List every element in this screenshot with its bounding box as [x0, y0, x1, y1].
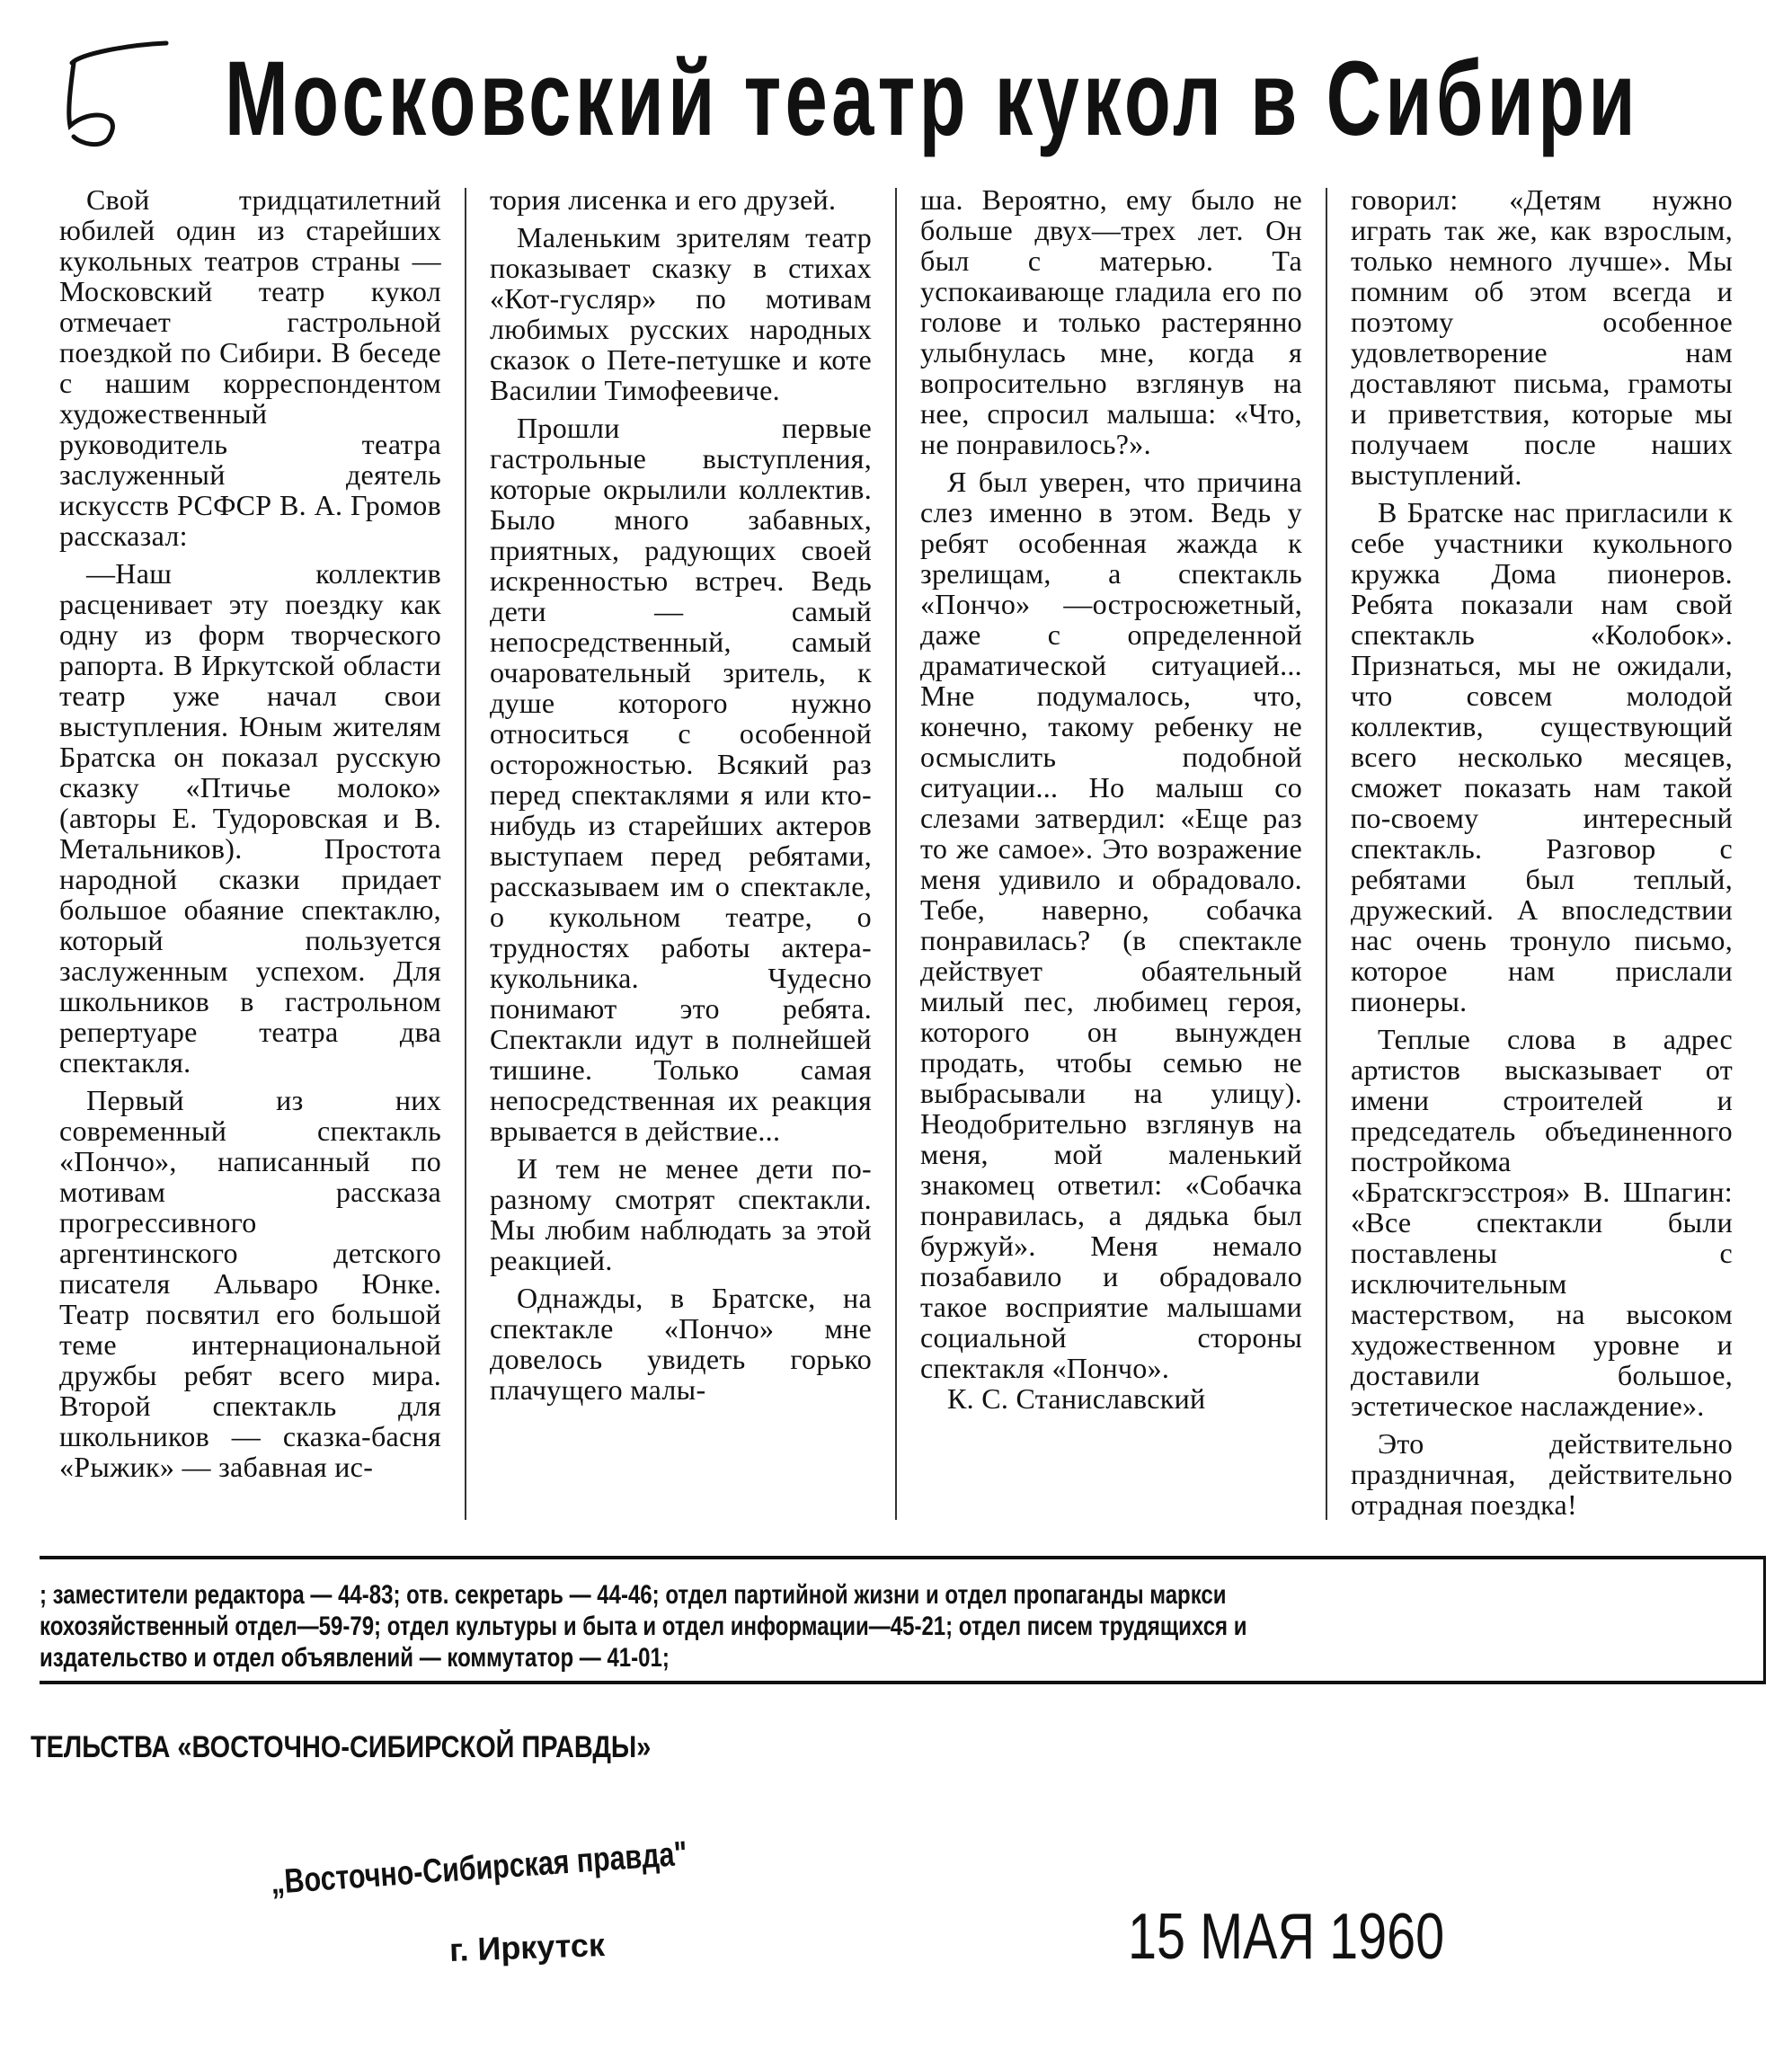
article-column-4 — [1351, 184, 1733, 1520]
article-column-3 — [920, 184, 1302, 1520]
paragraph: ша. Вероятно, ему было не больше двух—трех лет. Он был с матерью. Та успокаивающе гладила его по голове и только растерянно улыбнулась мне, когда я вопросительно взглянув на нее, спросил малыша: «Что, не понравилось?». — [920, 183, 1302, 460]
paragraph: В Братске нас пригласили к себе участники кукольного кружка Дома пионеров. Ребята показали нам свой спектакль «Колобок». Признаться, мы не ожидали, что совсем молодой коллектив, существующий всего несколько месяцев, сможет показать нам такой по-своему интересный спектакль. Разговор с ребятами был теплый, дружеский. А впоследствии нас очень тронуло письмо, которое нам прислали пионеры. — [1351, 496, 1733, 1017]
stamp-city: г. Иркутск — [448, 1925, 606, 1969]
paragraph: Свой тридцатилетний юбилей один из старейших кукольных театров страны — Московский театр кукол отмечает гастрольной поездкой по Сибири. В беседе с нашим корреспондентом художественный руководитель театра заслуженный деятель искусств РСФСР В. А. Громов рассказал: — [59, 183, 441, 552]
article-column-1 — [59, 184, 441, 1520]
column-divider — [1326, 188, 1327, 1520]
paragraph: тория лисенка и его друзей. — [490, 183, 837, 216]
paragraph: Это действительно праздничная, действительно отрадная поездка! — [1351, 1427, 1733, 1521]
column-divider — [895, 188, 897, 1520]
paragraph: Теплые слова в адрес артистов высказывает от имени строителей и председатель объединенного постройкома «Братскгэсстроя» В. Шпагин: «Все спектакли были поставлены с исключительным мастерством, на высоком художественном уровне и доставили большое, эстетическое наслаждение». — [1351, 1023, 1733, 1422]
paragraph: —Наш коллектив расценивает эту поездку как одну из форм творческого рапорта. В Иркутской области театр уже начал свои выступления. Юным жителям Братска он показал русскую сказку «Птичье молоко» (авторы Е. Тудоровская и В. Метальников). Простота народной сказки придает большое обаяние спектаклю, который пользуется заслуженным успехом. Для школьников в гастрольном репертуаре театра два спектакля. — [59, 557, 441, 1079]
stamp-area — [0, 1834, 1792, 2044]
paragraph: К. С. Станиславский — [947, 1382, 1206, 1415]
stamp-date: 15 МАЯ 1960 — [1128, 1901, 1445, 1973]
paragraph: Однажды, в Братске, на спектакле «Пончо» мне довелось увидеть горько плачущего малы- — [490, 1282, 872, 1406]
paragraph: Первый из них современный спектакль «Пончо», написанный по мотивам рассказа прогрессивного аргентинского детского писателя Альваро Юнке. Театр посвятил его большой теме интернациональной дружбы ребят всего мира. Второй спектакль для школьников — сказка-басня «Рыжик» — забавная ис- — [59, 1084, 441, 1483]
contacts-line: издательство и отдел объявлений — коммутатор — 41-01; — [40, 1643, 670, 1673]
paragraph: Прошли первые гастрольные выступления, которые окрылили коллектив. Было много забавных, приятных, радующих своей искренностью встреч. Ведь дети — самый непосредственный, самый очаровательный зритель, к душе которого нужно относиться с особенной осторожностью. Всякий раз перед спектаклями я или кто-нибудь из старейших актеров выступаем перед ребятами, рассказываем им о спектакле, о кукольном театре, о трудностях работы актера-кукольника. Чудесно понимают это ребята. Спектакли идут в полнейшей тишине. Только самая непосредственная их реакция врывается в действие... — [490, 412, 872, 1147]
paragraph: говорил: «Детям нужно играть так же, как взрослым, только немного лучше». Мы помним об этом всегда и поэтому особенное удовлетворение нам доставляют письма, грамоты и приветствия, которые мы получаем после наших выступлений. — [1351, 183, 1733, 491]
paragraph: Я был уверен, что причина слез именно в этом. Ведь у ребят особенная жажда к зрелищам, а спектакль «Пончо» —остросюжетный, даже с определенной драматической ситуацией... Мне подумалось, что, конечно, такому ребенку не осмыслить подобной ситуации... Но малыш со слезами затвердил: «Еще раз то же самое». Это возражение меня удивило и обрадовало. Тебе, наверно, собачка понравилась? (в спектакле действует обаятельный милый пес, любимец героя, которого он вынужден продать, чтобы семью не выбрасывали на улицу). Неодобрительно взглянув на меня, мой маленький знакомец ответил: «Собачка понравилась, а дядька был буржуй». Меня немало позабавило и обрадовало такое восприятие малышами социальной стороны спектакля «Пончо». — [920, 466, 1302, 1384]
header-area — [0, 0, 1792, 184]
article-column-2 — [490, 184, 872, 1520]
handwritten-page-number — [54, 27, 180, 153]
stamp-newspaper: „Восточно-Сибирская правда" — [270, 1834, 689, 1902]
column-divider — [465, 188, 466, 1520]
publisher-line: ТЕЛЬСТВА «ВОСТОЧНО-СИБИРСКОЙ ПРАВДЫ» — [31, 1730, 652, 1764]
contacts-box — [40, 1556, 1766, 1684]
contacts-line: ; заместители редактора — 44-83; отв. секретарь — 44-46; отдел партийной жизни и отдел пропаганды маркси — [40, 1580, 1227, 1610]
contacts-line: кохозяйственный отдел—59-79; отдел культуры и быта и отдел информации—45-21; отдел писем трудящихся и — [40, 1612, 1247, 1641]
paragraph: И тем не менее дети по-разному смотрят спектакли. Мы любим наблюдать за этой реакцией. — [490, 1152, 872, 1276]
paragraph: Маленьким зрителям театр показывает сказку в стихах «Кот-гусляр» по мотивам любимых русских народных сказок о Пете-петушке и коте Василии Тимофеевиче. — [490, 221, 872, 406]
article-body — [59, 184, 1740, 1520]
article-title: Московский театр кукол в Сибири — [225, 40, 1639, 158]
